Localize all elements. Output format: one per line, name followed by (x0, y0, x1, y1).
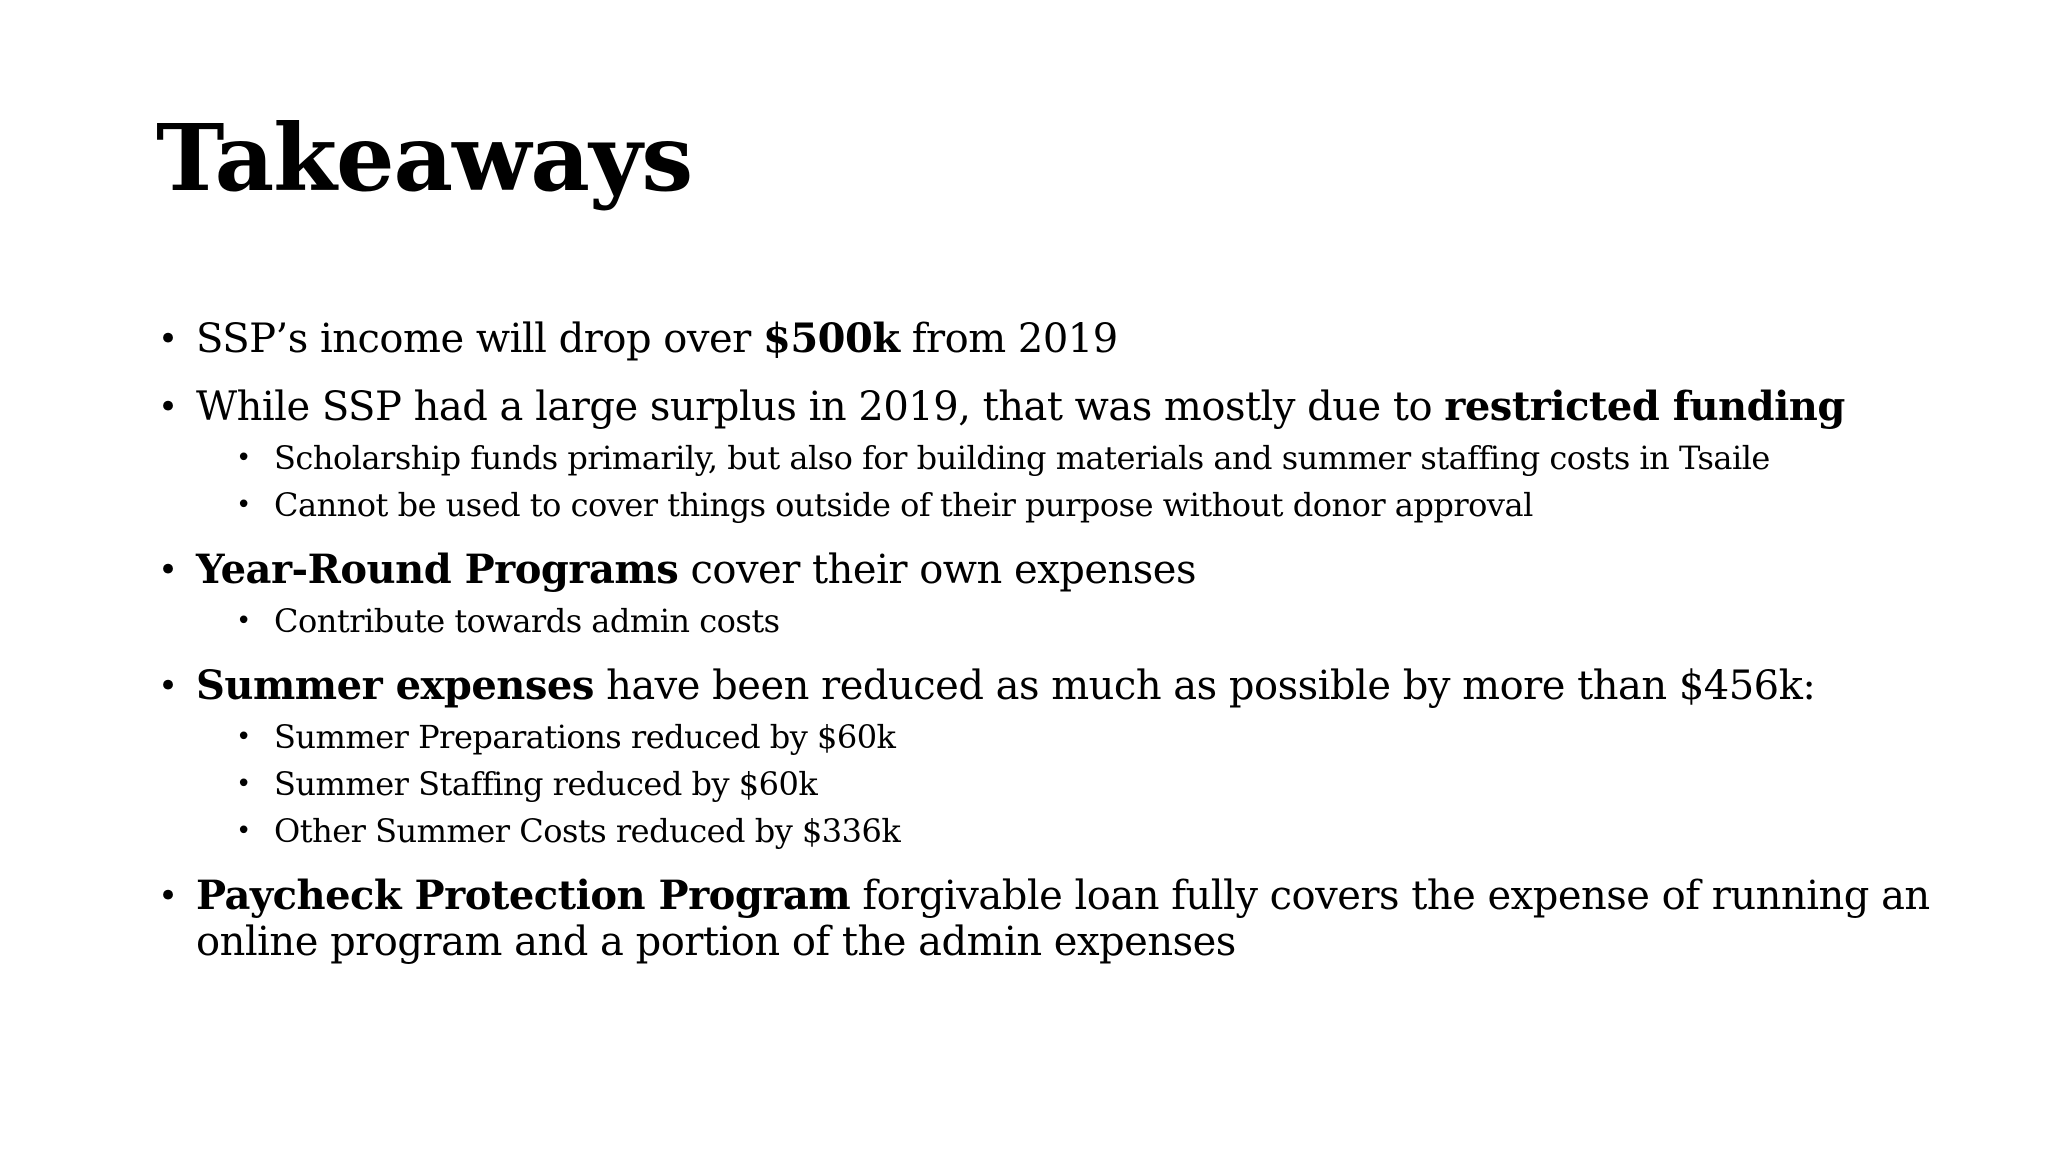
bullet-emphasis: Paycheck Protection Program (196, 872, 851, 919)
bullet-summer-expenses (156, 663, 1936, 709)
bullet-text: forgivable loan fully covers the expense of running an online program and a portion of the admin expenses (196, 873, 1930, 965)
sub-bullet-admin-costs: • Contribute towards admin costs (156, 601, 1936, 641)
bullet-text: have been reduced as much as possible by more than $456k: (593, 663, 1816, 709)
bullet-emphasis: Year-Round Programs (196, 546, 679, 593)
sub-bullet-summer-staffing: • Summer Staffing reduced by $60k (156, 764, 1936, 804)
sub-bullet-scholarship: • Scholarship funds primarily, but also for building materials and summer staffing costs in Tsaile (156, 438, 1936, 478)
bullet-emphasis: $500k (762, 315, 900, 362)
sub-bullet-donor-approval: • Cannot be used to cover things outside of their purpose without donor approval (156, 485, 1936, 525)
bullet-surplus (156, 384, 1936, 430)
bullet-text: cover their own expenses (678, 547, 1196, 593)
sub-bullet-other-summer-costs: • Other Summer Costs reduced by $336k (156, 811, 1936, 851)
bullet-text: from 2019 (899, 316, 1118, 362)
bullet-income-drop (156, 316, 1936, 362)
bullet-emphasis: restricted funding (1444, 383, 1845, 430)
sub-bullet-summer-preparations: • Summer Preparations reduced by $60k (156, 717, 1936, 757)
slide-title: Takeaways (156, 104, 693, 212)
bullet-text: SSP’s income will drop over (196, 316, 763, 362)
bullet-ppp (156, 873, 1936, 965)
bullet-text: While SSP had a large surplus in 2019, that was mostly due to (196, 384, 1445, 430)
bullet-emphasis: Summer expenses (196, 662, 594, 709)
bullet-list (156, 316, 1936, 987)
bullet-year-round (156, 547, 1936, 593)
